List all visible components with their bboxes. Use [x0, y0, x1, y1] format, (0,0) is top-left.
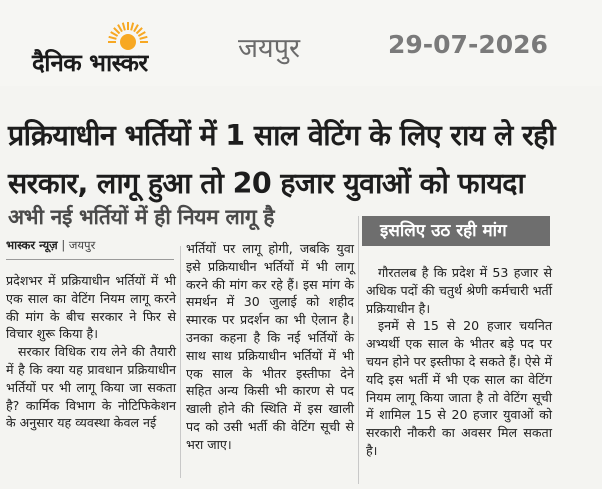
byline [6, 238, 186, 253]
masthead [0, 0, 602, 86]
byline-separator: | [61, 238, 69, 252]
article-subheadline: अभी नई भर्तियों में ही नियम लागू है [8, 205, 275, 229]
article-paragraph: भर्तियों पर लागू होगी, जबकि युवा इसे प्रक्रियाधीन भर्तियों में भी लागू करने की मांग कर रहे हैं। इस मांग के समर्थन में 30 जुलाई को शहीद स्मारक पर प्रदर्शन का भी ऐलान है। उनका कहना है कि नई भर्तियों के साथ साथ प्रक्रियाधीन भर्तियों में भी एक साल के भीतर इस्तीफा देने सहित अन्य किसी भी कारण से पद खाली होने की स्थिति में इस खाली पद को उसी भर्ती की वेटिंग सूची से भरा जाए। [186, 241, 354, 452]
edition-date: 29-07-2026 [388, 30, 548, 59]
sidebar-column [366, 264, 552, 460]
logo-text: दैनिक भास्कर [32, 49, 148, 77]
sidebar-heading: इसलिए उठ रही मांग [380, 221, 507, 241]
article-column-1 [6, 272, 176, 432]
article-headline [8, 112, 598, 208]
article-paragraph: सरकार विधिक राय लेने की तैयारी में है कि क्या यह प्रावधान प्रक्रियाधीन भर्तियों पर भी लागू किया जा सकता है? कार्मिक विभाग के नोटिफिकेशन के अनुसार यह व्यवस्था केवल नई [6, 344, 176, 431]
headline-line-1: प्रक्रियाधीन भर्तियों में 1 साल वेटिंग के लिए राय ले रही [8, 119, 556, 152]
sidebar-divider [358, 216, 359, 484]
article-column-2 [186, 240, 354, 454]
byline-source: भास्कर न्यूज़ [6, 238, 58, 252]
sidebar-paragraph: गौरतलब है कि प्रदेश में 53 हजार से अधिक पदों की चतुर्थ श्रेणी कर्मचारी भर्ती प्रक्रियाधीन है। [366, 265, 552, 316]
edition-city: जयपुर [238, 33, 301, 64]
article-paragraph: प्रदेशभर में प्रक्रियाधीन भर्तियों में भी एक साल का वेटिंग नियम लागू करने की मांग के बीच सरकार ने फिर से विचार शुरू किया है। [6, 273, 176, 342]
sidebar-paragraph: इनमें से 15 से 20 हजार चयनित अभ्यर्थी एक साल के भीतर बड़े पद पर चयन होने पर इस्तीफा दे सकते हैं। ऐसे में यदि इस भर्ती में भी एक साल का वेटिंग नियम लागू किया जाता है तो वेटिंग सूची में शामिल 15 से 20 हजार युवाओं को सरकारी नौकरी का अवसर मिल सकता है। [366, 318, 552, 458]
headline-line-2: सरकार, लागू हुआ तो 20 हजार युवाओं को फायदा [8, 167, 525, 200]
byline-divider [6, 259, 174, 260]
byline-city: जयपुर [68, 238, 96, 252]
sidebar-heading-box [362, 216, 550, 246]
column-divider [180, 246, 181, 478]
newspaper-logo [32, 20, 202, 76]
